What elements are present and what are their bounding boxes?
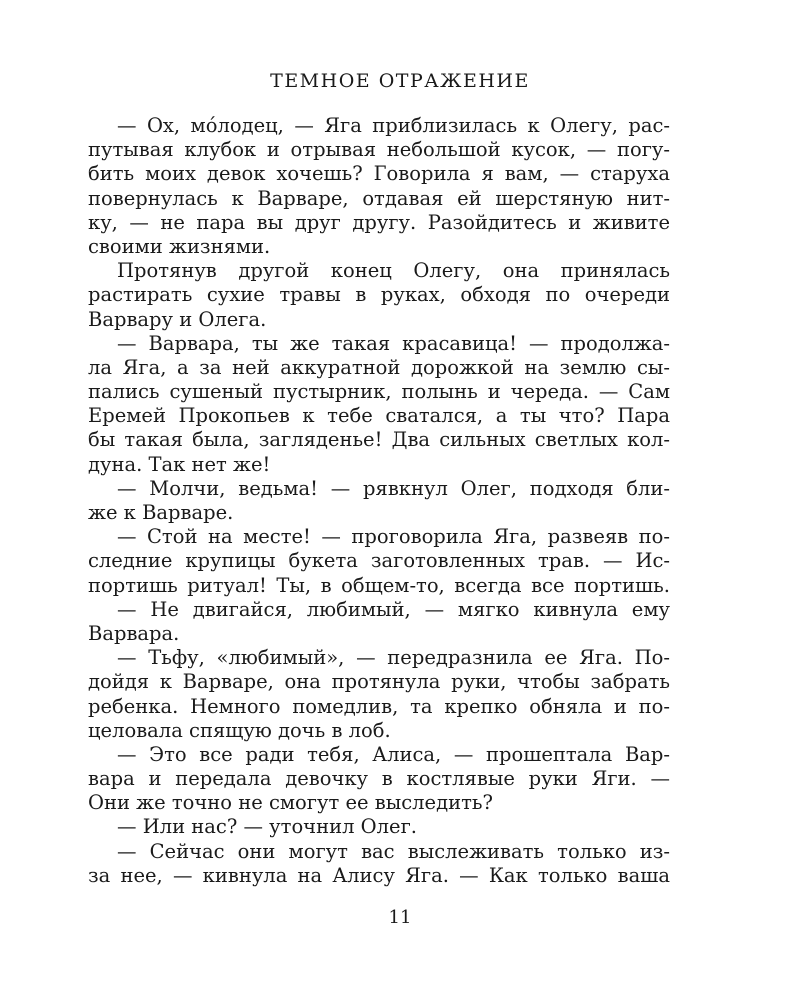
text-line: — Не двигайся, любимый, — мягко кивнула ему	[117, 597, 670, 621]
text-line: бить моих девок хочешь? Говорила я вам, — старуха	[88, 162, 670, 186]
text-line: бы такая была, загляденье! Два сильных светлых кол-	[88, 428, 670, 452]
text-line: Еремей Прокопьев к тебе сватался, а ты что? Пара	[88, 404, 670, 428]
text-line: своими жизнями.	[88, 234, 271, 258]
text-line: — Молчи, ведьма! — рявкнул Олег, подходя бли-	[117, 476, 670, 500]
text-line: — Стой на месте! — проговорила Яга, развеяв по-	[117, 525, 670, 549]
text-line: растирать сухие травы в руках, обходя по очереди	[88, 283, 670, 307]
text-line: — Ох, мóлодец, — Яга приблизилась к Олегу, рас-	[117, 114, 670, 137]
text-line: ребенка. Немного помедлив, та крепко обняла и по-	[88, 694, 670, 718]
body-text	[88, 114, 670, 888]
text-line: Варвару и Олега.	[88, 307, 267, 331]
text-line: вара и передала девочку в костлявые руки Яги. —	[88, 767, 670, 791]
text-line: — Тьфу, «любимый», — передразнила ее Яга. По-	[117, 646, 670, 670]
page-number: 11	[388, 907, 412, 928]
text-line: портишь ритуал! Ты, в общем-то, всегда все портишь.	[88, 573, 670, 597]
text-line: целовала спящую дочь в лоб.	[88, 718, 391, 742]
text-line: же к Варваре.	[88, 501, 234, 524]
text-line: ла Яга, а за ней аккуратной дорожкой на землю сы-	[88, 355, 670, 379]
text-line: Протянув другой конец Олегу, она принялась	[117, 259, 670, 283]
text-line: Варвара.	[88, 621, 180, 645]
text-line: следние крупицы букета заготовленных трав. — Ис-	[88, 549, 670, 573]
text-line: дойдя к Варваре, она протянула руки, чтобы забрать	[88, 670, 670, 694]
text-line: — Сейчас они могут вас выслеживать только из-	[117, 839, 670, 863]
text-line: пались сушеный пустырник, полынь и череда. — Сам	[88, 380, 670, 404]
text-line: Они же точно не смогут ее выследить?	[88, 791, 493, 815]
running-head: ТЕМНОЕ ОТРАЖЕНИЕ	[270, 70, 530, 92]
text-line: — Это все ради тебя, Алиса, — прошептала Вар-	[117, 742, 670, 766]
text-line: путывая клубок и отрывая небольшой кусок, — погу-	[88, 138, 670, 162]
text-line: ку, — не пара вы друг другу. Разойдитесь и живите	[88, 210, 670, 234]
text-line: повернулась к Варваре, отдавая ей шерстяную нит-	[88, 186, 670, 210]
text-line: — Или нас? — уточнил Олег.	[117, 815, 417, 839]
text-line: — Варвара, ты же такая красавица! — продолжа-	[117, 331, 670, 355]
text-line: за нее, — кивнула на Алису Яга. — Как только ваша	[88, 863, 670, 887]
text-line: дуна. Так нет же!	[88, 452, 271, 476]
